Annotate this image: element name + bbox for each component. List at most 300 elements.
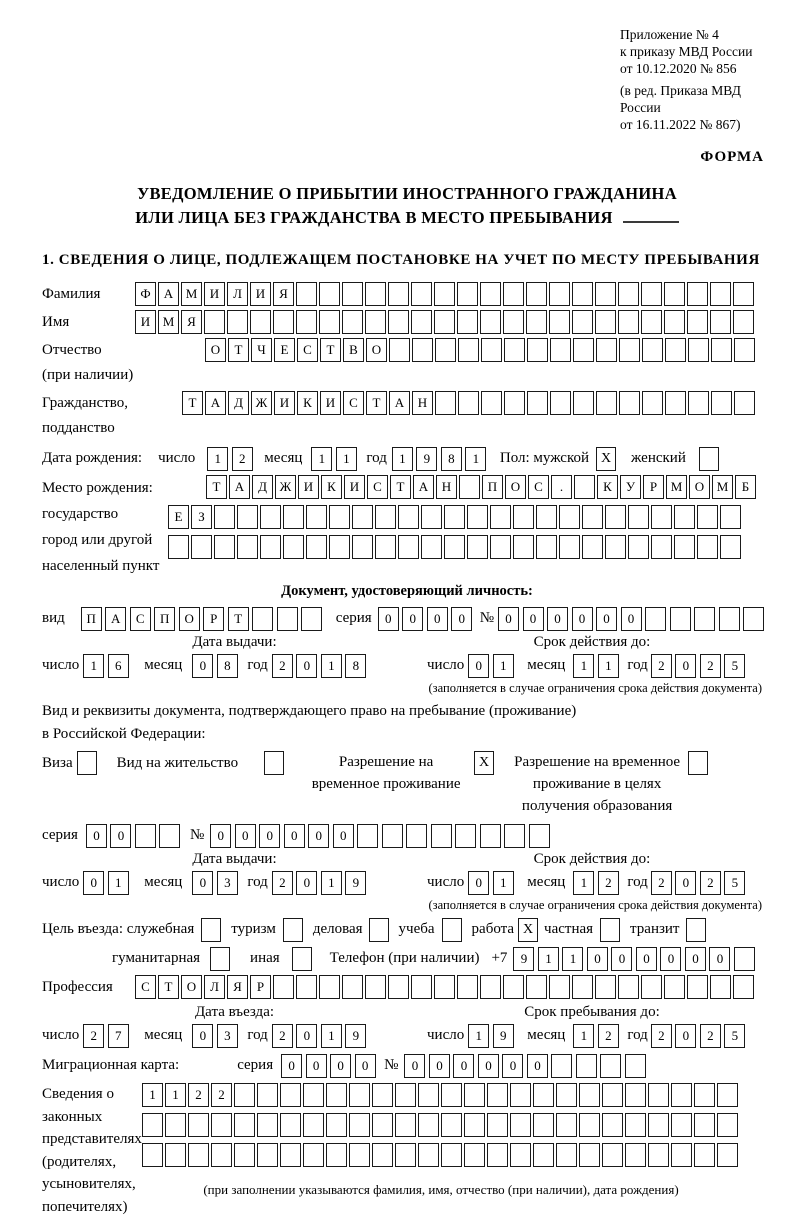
char-cell[interactable] <box>651 505 672 529</box>
char-cell[interactable]: С <box>528 475 549 499</box>
char-cell[interactable]: И <box>204 282 225 306</box>
char-cell[interactable]: 5 <box>724 654 745 678</box>
char-cell[interactable] <box>142 1113 163 1137</box>
char-cell[interactable]: А <box>413 475 434 499</box>
char-cell[interactable] <box>388 975 409 999</box>
char-cell[interactable] <box>556 1113 577 1137</box>
char-cell[interactable] <box>664 310 685 334</box>
char-cell[interactable] <box>257 1113 278 1137</box>
char-cell[interactable]: 0 <box>333 824 354 848</box>
char-cell[interactable] <box>510 1083 531 1107</box>
char-cell[interactable]: 0 <box>110 824 131 848</box>
char-cell[interactable]: И <box>250 282 271 306</box>
char-cell[interactable]: 1 <box>165 1083 186 1107</box>
char-cell[interactable]: 1 <box>468 1024 489 1048</box>
char-cell[interactable] <box>357 824 378 848</box>
char-cell[interactable] <box>459 475 480 499</box>
char-cell[interactable] <box>487 1083 508 1107</box>
char-cell[interactable] <box>595 282 616 306</box>
char-cell[interactable]: 0 <box>235 824 256 848</box>
char-cell[interactable] <box>533 1143 554 1167</box>
char-cell[interactable]: 1 <box>321 1024 342 1048</box>
char-cell[interactable] <box>527 391 548 415</box>
char-cell[interactable] <box>619 338 640 362</box>
char-cell[interactable] <box>602 1113 623 1137</box>
char-cell[interactable] <box>481 391 502 415</box>
char-cell[interactable] <box>372 1143 393 1167</box>
char-cell[interactable] <box>556 1083 577 1107</box>
char-cell[interactable] <box>694 1113 715 1137</box>
char-cell[interactable] <box>628 505 649 529</box>
visa-checkbox[interactable] <box>77 751 97 775</box>
char-cell[interactable] <box>303 1143 324 1167</box>
char-cell[interactable] <box>572 310 593 334</box>
char-cell[interactable]: И <box>298 475 319 499</box>
char-cell[interactable] <box>711 391 732 415</box>
char-cell[interactable] <box>625 1083 646 1107</box>
char-cell[interactable] <box>574 475 595 499</box>
char-cell[interactable] <box>352 535 373 559</box>
other-purpose-checkbox[interactable] <box>292 947 312 971</box>
char-cell[interactable] <box>674 505 695 529</box>
char-cell[interactable] <box>283 535 304 559</box>
char-cell[interactable]: 0 <box>429 1054 450 1078</box>
char-cell[interactable] <box>319 310 340 334</box>
char-cell[interactable] <box>536 505 557 529</box>
char-cell[interactable] <box>711 338 732 362</box>
char-cell[interactable]: 0 <box>675 654 696 678</box>
char-cell[interactable]: Д <box>228 391 249 415</box>
char-cell[interactable] <box>342 310 363 334</box>
char-cell[interactable] <box>490 535 511 559</box>
char-cell[interactable] <box>625 1054 646 1078</box>
char-cell[interactable]: Л <box>227 282 248 306</box>
char-cell[interactable] <box>556 1143 577 1167</box>
char-cell[interactable]: 3 <box>217 1024 238 1048</box>
char-cell[interactable]: О <box>689 475 710 499</box>
char-cell[interactable] <box>273 975 294 999</box>
tourism-checkbox[interactable] <box>283 918 303 942</box>
char-cell[interactable]: 1 <box>392 447 413 471</box>
char-cell[interactable] <box>349 1083 370 1107</box>
char-cell[interactable] <box>467 505 488 529</box>
char-cell[interactable]: 0 <box>675 871 696 895</box>
char-cell[interactable] <box>280 1083 301 1107</box>
char-cell[interactable] <box>457 975 478 999</box>
char-cell[interactable] <box>296 310 317 334</box>
char-cell[interactable] <box>421 505 442 529</box>
char-cell[interactable]: Е <box>274 338 295 362</box>
char-cell[interactable]: 0 <box>572 607 593 631</box>
char-cell[interactable] <box>733 282 754 306</box>
char-cell[interactable]: Т <box>228 338 249 362</box>
char-cell[interactable] <box>573 338 594 362</box>
char-cell[interactable]: 8 <box>345 654 366 678</box>
char-cell[interactable] <box>306 535 327 559</box>
char-cell[interactable] <box>641 310 662 334</box>
char-cell[interactable]: 0 <box>675 1024 696 1048</box>
char-cell[interactable] <box>211 1143 232 1167</box>
char-cell[interactable]: 1 <box>493 871 514 895</box>
char-cell[interactable] <box>342 975 363 999</box>
char-cell[interactable]: 0 <box>296 654 317 678</box>
char-cell[interactable]: 1 <box>108 871 129 895</box>
char-cell[interactable]: 0 <box>259 824 280 848</box>
char-cell[interactable] <box>687 282 708 306</box>
char-cell[interactable]: Т <box>320 338 341 362</box>
char-cell[interactable] <box>549 975 570 999</box>
char-cell[interactable] <box>576 1054 597 1078</box>
char-cell[interactable]: . <box>551 475 572 499</box>
char-cell[interactable]: 1 <box>142 1083 163 1107</box>
char-cell[interactable]: А <box>158 282 179 306</box>
char-cell[interactable] <box>227 310 248 334</box>
char-cell[interactable] <box>168 535 189 559</box>
char-cell[interactable]: К <box>597 475 618 499</box>
char-cell[interactable]: 2 <box>700 1024 721 1048</box>
char-cell[interactable]: 0 <box>451 607 472 631</box>
char-cell[interactable]: Р <box>643 475 664 499</box>
char-cell[interactable] <box>319 282 340 306</box>
char-cell[interactable] <box>303 1113 324 1137</box>
char-cell[interactable] <box>480 282 501 306</box>
char-cell[interactable]: 2 <box>272 871 293 895</box>
char-cell[interactable] <box>641 975 662 999</box>
char-cell[interactable]: Н <box>436 475 457 499</box>
char-cell[interactable] <box>464 1143 485 1167</box>
char-cell[interactable] <box>526 975 547 999</box>
char-cell[interactable]: Т <box>206 475 227 499</box>
char-cell[interactable] <box>329 505 350 529</box>
char-cell[interactable] <box>719 607 740 631</box>
char-cell[interactable] <box>464 1083 485 1107</box>
sex-male-checkbox[interactable]: X <box>596 447 616 471</box>
char-cell[interactable]: 1 <box>321 871 342 895</box>
char-cell[interactable] <box>283 505 304 529</box>
char-cell[interactable]: 0 <box>86 824 107 848</box>
char-cell[interactable]: К <box>321 475 342 499</box>
char-cell[interactable]: 5 <box>724 871 745 895</box>
char-cell[interactable]: И <box>274 391 295 415</box>
char-cell[interactable]: 0 <box>355 1054 376 1078</box>
char-cell[interactable] <box>411 282 432 306</box>
char-cell[interactable] <box>159 824 180 848</box>
char-cell[interactable]: П <box>81 607 102 631</box>
char-cell[interactable]: 2 <box>188 1083 209 1107</box>
char-cell[interactable]: П <box>482 475 503 499</box>
char-cell[interactable]: 1 <box>83 654 104 678</box>
char-cell[interactable]: 0 <box>502 1054 523 1078</box>
char-cell[interactable]: 9 <box>493 1024 514 1048</box>
char-cell[interactable] <box>504 338 525 362</box>
purpose-official-checkbox[interactable] <box>201 918 221 942</box>
char-cell[interactable] <box>503 282 524 306</box>
char-cell[interactable]: Ж <box>251 391 272 415</box>
char-cell[interactable] <box>434 310 455 334</box>
char-cell[interactable]: Ф <box>135 282 156 306</box>
char-cell[interactable] <box>319 975 340 999</box>
char-cell[interactable] <box>165 1143 186 1167</box>
char-cell[interactable]: А <box>229 475 250 499</box>
char-cell[interactable]: 2 <box>700 871 721 895</box>
char-cell[interactable] <box>237 505 258 529</box>
char-cell[interactable]: 2 <box>272 654 293 678</box>
char-cell[interactable] <box>572 975 593 999</box>
char-cell[interactable]: 0 <box>192 871 213 895</box>
transit-checkbox[interactable] <box>686 918 706 942</box>
char-cell[interactable] <box>572 282 593 306</box>
char-cell[interactable]: 0 <box>306 1054 327 1078</box>
char-cell[interactable]: 1 <box>573 871 594 895</box>
char-cell[interactable] <box>418 1143 439 1167</box>
char-cell[interactable]: 1 <box>598 654 619 678</box>
char-cell[interactable]: 0 <box>404 1054 425 1078</box>
char-cell[interactable] <box>602 1143 623 1167</box>
char-cell[interactable] <box>352 505 373 529</box>
char-cell[interactable] <box>551 1054 572 1078</box>
char-cell[interactable] <box>510 1113 531 1137</box>
char-cell[interactable]: К <box>297 391 318 415</box>
char-cell[interactable]: 0 <box>284 824 305 848</box>
char-cell[interactable]: 1 <box>573 1024 594 1048</box>
char-cell[interactable] <box>550 338 571 362</box>
char-cell[interactable]: Т <box>158 975 179 999</box>
char-cell[interactable] <box>671 1113 692 1137</box>
char-cell[interactable] <box>527 338 548 362</box>
char-cell[interactable]: 0 <box>527 1054 548 1078</box>
char-cell[interactable] <box>382 824 403 848</box>
char-cell[interactable] <box>135 824 156 848</box>
char-cell[interactable] <box>490 505 511 529</box>
char-cell[interactable] <box>559 505 580 529</box>
char-cell[interactable]: С <box>367 475 388 499</box>
char-cell[interactable] <box>670 607 691 631</box>
char-cell[interactable] <box>529 824 550 848</box>
char-cell[interactable]: С <box>135 975 156 999</box>
char-cell[interactable] <box>406 824 427 848</box>
char-cell[interactable]: 8 <box>217 654 238 678</box>
char-cell[interactable]: О <box>366 338 387 362</box>
char-cell[interactable] <box>694 1083 715 1107</box>
char-cell[interactable]: 2 <box>598 1024 619 1048</box>
char-cell[interactable] <box>645 607 666 631</box>
char-cell[interactable]: 0 <box>587 947 608 971</box>
char-cell[interactable] <box>710 282 731 306</box>
char-cell[interactable]: 0 <box>547 607 568 631</box>
char-cell[interactable]: 2 <box>83 1024 104 1048</box>
char-cell[interactable]: 1 <box>207 447 228 471</box>
sex-female-checkbox[interactable] <box>699 447 719 471</box>
char-cell[interactable] <box>296 282 317 306</box>
char-cell[interactable]: А <box>205 391 226 415</box>
char-cell[interactable]: 2 <box>651 871 672 895</box>
char-cell[interactable]: 2 <box>700 654 721 678</box>
char-cell[interactable] <box>618 282 639 306</box>
char-cell[interactable] <box>559 535 580 559</box>
char-cell[interactable] <box>513 535 534 559</box>
char-cell[interactable]: А <box>105 607 126 631</box>
char-cell[interactable] <box>579 1113 600 1137</box>
char-cell[interactable] <box>250 310 271 334</box>
char-cell[interactable]: 0 <box>709 947 730 971</box>
char-cell[interactable] <box>457 282 478 306</box>
char-cell[interactable] <box>280 1143 301 1167</box>
char-cell[interactable]: 0 <box>685 947 706 971</box>
char-cell[interactable]: С <box>343 391 364 415</box>
char-cell[interactable] <box>600 1054 621 1078</box>
char-cell[interactable] <box>418 1083 439 1107</box>
char-cell[interactable] <box>435 391 456 415</box>
char-cell[interactable]: 0 <box>281 1054 302 1078</box>
char-cell[interactable] <box>526 310 547 334</box>
char-cell[interactable] <box>651 535 672 559</box>
char-cell[interactable] <box>503 310 524 334</box>
char-cell[interactable] <box>642 338 663 362</box>
char-cell[interactable] <box>395 1113 416 1137</box>
char-cell[interactable]: 0 <box>210 824 231 848</box>
char-cell[interactable] <box>411 975 432 999</box>
char-cell[interactable] <box>458 391 479 415</box>
char-cell[interactable] <box>674 535 695 559</box>
char-cell[interactable] <box>303 1083 324 1107</box>
char-cell[interactable] <box>480 975 501 999</box>
char-cell[interactable] <box>533 1113 554 1137</box>
char-cell[interactable]: Т <box>228 607 249 631</box>
char-cell[interactable] <box>329 535 350 559</box>
char-cell[interactable] <box>648 1113 669 1137</box>
char-cell[interactable] <box>717 1083 738 1107</box>
char-cell[interactable] <box>188 1143 209 1167</box>
char-cell[interactable] <box>733 310 754 334</box>
char-cell[interactable] <box>602 1083 623 1107</box>
char-cell[interactable] <box>375 535 396 559</box>
char-cell[interactable] <box>441 1143 462 1167</box>
char-cell[interactable]: Р <box>203 607 224 631</box>
char-cell[interactable] <box>211 1113 232 1137</box>
char-cell[interactable]: 9 <box>513 947 534 971</box>
char-cell[interactable] <box>444 505 465 529</box>
char-cell[interactable]: С <box>130 607 151 631</box>
char-cell[interactable] <box>687 975 708 999</box>
char-cell[interactable]: 8 <box>441 447 462 471</box>
char-cell[interactable] <box>487 1113 508 1137</box>
char-cell[interactable] <box>605 535 626 559</box>
char-cell[interactable]: 2 <box>651 654 672 678</box>
char-cell[interactable] <box>441 1083 462 1107</box>
char-cell[interactable]: 5 <box>724 1024 745 1048</box>
char-cell[interactable] <box>503 975 524 999</box>
char-cell[interactable] <box>549 310 570 334</box>
char-cell[interactable] <box>582 535 603 559</box>
char-cell[interactable] <box>743 607 764 631</box>
char-cell[interactable] <box>434 975 455 999</box>
char-cell[interactable] <box>257 1143 278 1167</box>
char-cell[interactable] <box>434 282 455 306</box>
char-cell[interactable]: 0 <box>523 607 544 631</box>
char-cell[interactable] <box>694 607 715 631</box>
char-cell[interactable] <box>458 338 479 362</box>
char-cell[interactable] <box>717 1113 738 1137</box>
char-cell[interactable]: И <box>344 475 365 499</box>
char-cell[interactable] <box>418 1113 439 1137</box>
business-checkbox[interactable] <box>369 918 389 942</box>
char-cell[interactable]: 1 <box>321 654 342 678</box>
char-cell[interactable] <box>734 338 755 362</box>
char-cell[interactable]: 1 <box>465 447 486 471</box>
char-cell[interactable] <box>720 505 741 529</box>
char-cell[interactable] <box>688 391 709 415</box>
char-cell[interactable] <box>467 535 488 559</box>
char-cell[interactable] <box>431 824 452 848</box>
char-cell[interactable] <box>234 1083 255 1107</box>
char-cell[interactable] <box>306 505 327 529</box>
char-cell[interactable]: 0 <box>636 947 657 971</box>
char-cell[interactable] <box>487 1143 508 1167</box>
char-cell[interactable] <box>642 391 663 415</box>
char-cell[interactable]: Н <box>412 391 433 415</box>
char-cell[interactable]: 2 <box>598 871 619 895</box>
char-cell[interactable] <box>388 282 409 306</box>
residence-permit-checkbox[interactable] <box>264 751 284 775</box>
char-cell[interactable] <box>260 535 281 559</box>
char-cell[interactable]: И <box>135 310 156 334</box>
char-cell[interactable] <box>596 338 617 362</box>
char-cell[interactable]: 6 <box>108 654 129 678</box>
char-cell[interactable] <box>349 1113 370 1137</box>
char-cell[interactable] <box>504 391 525 415</box>
work-checkbox[interactable]: X <box>518 918 538 942</box>
char-cell[interactable] <box>411 310 432 334</box>
char-cell[interactable] <box>326 1143 347 1167</box>
char-cell[interactable] <box>595 310 616 334</box>
char-cell[interactable]: Я <box>273 282 294 306</box>
char-cell[interactable]: 1 <box>538 947 559 971</box>
char-cell[interactable] <box>688 338 709 362</box>
char-cell[interactable] <box>628 535 649 559</box>
char-cell[interactable]: 0 <box>453 1054 474 1078</box>
char-cell[interactable] <box>480 310 501 334</box>
char-cell[interactable]: М <box>666 475 687 499</box>
char-cell[interactable]: 1 <box>493 654 514 678</box>
char-cell[interactable]: 3 <box>217 871 238 895</box>
char-cell[interactable]: 0 <box>478 1054 499 1078</box>
char-cell[interactable]: 0 <box>498 607 519 631</box>
char-cell[interactable] <box>619 391 640 415</box>
char-cell[interactable] <box>375 505 396 529</box>
char-cell[interactable] <box>687 310 708 334</box>
char-cell[interactable]: С <box>297 338 318 362</box>
char-cell[interactable]: 9 <box>345 871 366 895</box>
char-cell[interactable] <box>252 607 273 631</box>
char-cell[interactable] <box>365 282 386 306</box>
char-cell[interactable] <box>365 975 386 999</box>
char-cell[interactable]: 0 <box>468 871 489 895</box>
char-cell[interactable]: 2 <box>651 1024 672 1048</box>
char-cell[interactable]: 0 <box>468 654 489 678</box>
char-cell[interactable] <box>513 505 534 529</box>
char-cell[interactable]: О <box>181 975 202 999</box>
char-cell[interactable] <box>481 338 502 362</box>
char-cell[interactable] <box>188 1113 209 1137</box>
char-cell[interactable] <box>234 1113 255 1137</box>
char-cell[interactable] <box>605 505 626 529</box>
char-cell[interactable] <box>665 391 686 415</box>
char-cell[interactable] <box>671 1083 692 1107</box>
char-cell[interactable] <box>444 535 465 559</box>
char-cell[interactable] <box>398 505 419 529</box>
char-cell[interactable] <box>165 1113 186 1137</box>
char-cell[interactable] <box>625 1113 646 1137</box>
